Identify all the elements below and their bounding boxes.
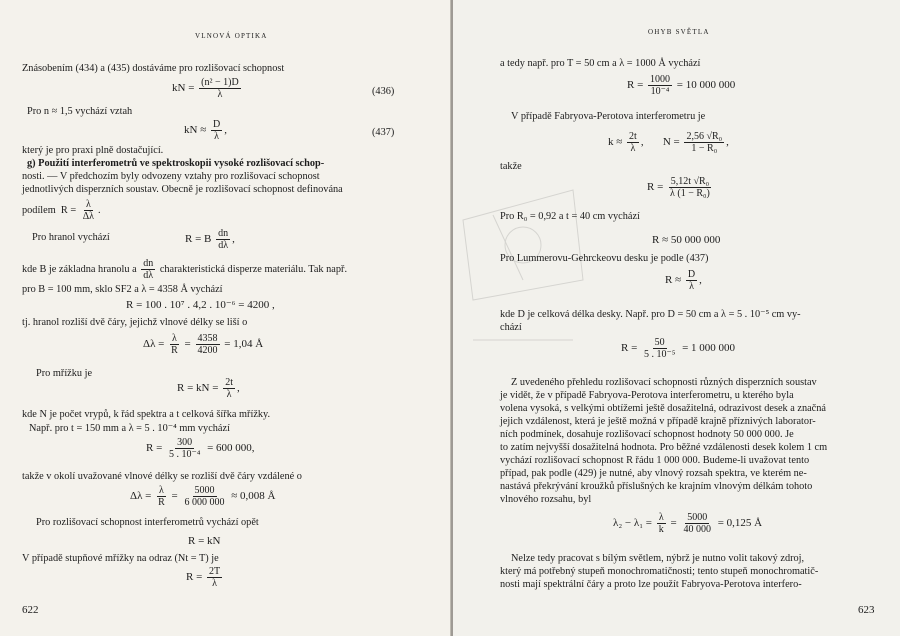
- equation-R-1M: R = $\frac{50}{\text{5 . 10⁻⁵}}$ = 1 000 000: [621, 337, 736, 360]
- text-line: který je pro praxi plně dostačující.: [22, 145, 164, 156]
- text-line: případ, pak podle (429) je nutné, aby vlnový rozsah spektra, ve kterém ne-: [500, 468, 807, 479]
- text-line: kde B je základna hranolu a $\frac{dn}{d\lambda}$ charakteristická disperze materiálu. Tak např.: [22, 258, 348, 281]
- text-line: jednotlivých disperzních soustav. Obecně je rozlišovací schopnost definována: [22, 184, 343, 195]
- equation-delta-lambda-2: Δλ = $\frac{\lambda}{R}$ = $\frac{5000}{6 000 000}$ ≈ 0,008 Å: [130, 485, 276, 508]
- text-line: Pro n ≈ 1,5 vychází vztah: [27, 106, 133, 117]
- text-line: V případě stupňové mřížky na odraz (Nt = T) je: [22, 553, 219, 564]
- text-line: Znásobením (434) a (435) dostáváme pro rozlišovací schopnost: [22, 63, 285, 74]
- equation-number: (437): [372, 127, 395, 138]
- text-line: a tedy např. pro T = 50 cm a λ = 1000 Å vychází: [500, 58, 701, 69]
- text-line: Pro hranol vychází: [32, 232, 110, 243]
- equation-R-50M: R ≈ 50 000 000: [652, 234, 721, 246]
- page-number-right: 623: [858, 604, 875, 616]
- text-line: kde N je počet vrypů, k řád spektra a t celková šířka mřížky.: [22, 409, 271, 420]
- equation-fp-R: R = $\frac{\text{5,12t √R₀}}{\text{λ (1 − R₀)}}$: [647, 176, 710, 199]
- text-line: vychází rozlišovací schopnost R řádu 1 000 000. Budeme-li uvažovat tento: [500, 455, 810, 466]
- equation-437: kN ≈ $\frac{D}{\lambda}$ ,: [184, 119, 227, 142]
- section-heading: g) Použití interferometrů ve spektroskopii vysoké rozlišovací schop-: [27, 158, 325, 169]
- text-line: ních podmínek, dosahuje rozlišovací schopnost hodnoty 50 000 000. Je: [500, 429, 794, 440]
- text-line: nosti. — V předchozím byly odvozeny vztahy pro rozlišovací schopnost: [22, 171, 320, 182]
- equation-R-calc: R = 100 . 10⁷ . 4,2 . 10⁻⁶ = 4200 ,: [126, 299, 275, 311]
- text-line: V případě Fabryova-Perotova interferometru je: [511, 111, 706, 122]
- text-line: nastává překrývání kroužků příslušných ke krajním vlnovým délkám tohoto: [500, 481, 813, 492]
- text-line: kde D je celková délka desky. Např. pro D = 50 cm a λ = 5 . 10⁻⁵ cm vy-: [500, 309, 801, 320]
- page-number-left: 622: [22, 604, 39, 616]
- text-line: to zatím nejvyšší dosažitelná hodnota. Pro běžné vzdálenosti desek kolem 1 cm: [500, 442, 828, 453]
- text-line: tj. hranol rozliší dvě čáry, jejichž vlnové délky se liší o: [22, 317, 248, 328]
- equation-echelon: R = $\frac{2T}{\lambda}$: [186, 566, 221, 589]
- text-line: Z uvedeného přehledu rozlišovací schopnosti různých disperzních soustav: [511, 377, 817, 388]
- equation-fp-k-N: k ≈ $\frac{2t}{\lambda}$ , N = $\frac{\text{2,56 √R₀}}{\text{1 − R₀}}$ ,: [608, 131, 729, 154]
- definition-line: podílem R = $\frac{\lambda}{\Delta\lambda}$ .: [22, 199, 101, 222]
- text-line: takže: [500, 161, 522, 172]
- text-line: Pro R₀ = 0,92 a t = 40 cm vychází: [500, 211, 640, 222]
- text-line: Pro rozlišovací schopnost interferometrů vychází opět: [36, 517, 259, 528]
- equation-lg: R ≈ $\frac{D}{\lambda}$ ,: [665, 269, 702, 292]
- equation-R-600000: R = $\frac{300}{\text{5 . 10⁻⁴}}$ = 600 000,: [146, 437, 255, 460]
- text-line: Např. pro t = 150 mm a λ = 5 . 10⁻⁴ mm vychází: [29, 423, 230, 434]
- text-line: Nelze tedy pracovat s bílým světlem, nýbrž je nutno volit takový zdroj,: [511, 553, 805, 564]
- running-header-left: VLNOVÁ OPTIKA: [195, 32, 268, 40]
- text-line: volena vysoká, s velkými obtížemi ještě dosažitelná, odrazivost desek a značná: [500, 403, 826, 414]
- text-line: chází: [500, 322, 522, 333]
- text-line: který má potřebný stupeň monochromatičnosti; tento stupeň monochromatič-: [500, 566, 819, 577]
- equation-number: (436): [372, 86, 395, 97]
- text-line: vlnového rozsahu, byl: [500, 494, 592, 505]
- equation-R-kN: R = kN: [188, 535, 221, 547]
- text-line: Pro mřížku je: [36, 368, 93, 379]
- equation-R-10M: R = $\frac{1000}{\text{10⁻⁴}}$ = 10 000 000: [627, 74, 736, 97]
- equation-lambda-range: λ₂ − λ₁ = $\frac{\lambda}{k}$ = $\frac{5000}{40 000}$ = 0,125 Å: [613, 512, 763, 535]
- text-line: takže v okolí uvažované vlnové délky se rozliší dvě čáry vzdálené o: [22, 471, 302, 482]
- equation-delta-lambda: Δλ = $\frac{\lambda}{R}$ = $\frac{4358}{4200}$ = 1,04 Å: [143, 333, 264, 356]
- text-line: pro B = 100 mm, sklo SF2 a λ = 4358 Å vychází: [22, 284, 223, 295]
- equation-436: kN = $\frac{\text{(n² − 1)D}}{\lambda}$: [172, 77, 239, 100]
- text-line: Pro Lummerovu-Gehrckeovu desku je podle (437): [500, 253, 709, 264]
- running-header-right: OHYB SVĚTLA: [648, 28, 710, 36]
- text-line: je vidět, že v případě Fabryova-Perotova interferometru, u kterého byla: [500, 390, 794, 401]
- right-page: [453, 0, 900, 636]
- equation-prism: R = B $\frac{dn}{d\lambda}$ ,: [185, 228, 235, 251]
- text-line: jejich vzdálenost, která je ještě možná v případě krajně příznivých laborator-: [500, 416, 816, 427]
- text-line: nosti mají spektrální čáry a proto lze použít Fabryova-Perotova interfero-: [500, 579, 802, 590]
- equation-grating: R = kN = $\frac{2t}{\lambda}$ ,: [177, 377, 240, 400]
